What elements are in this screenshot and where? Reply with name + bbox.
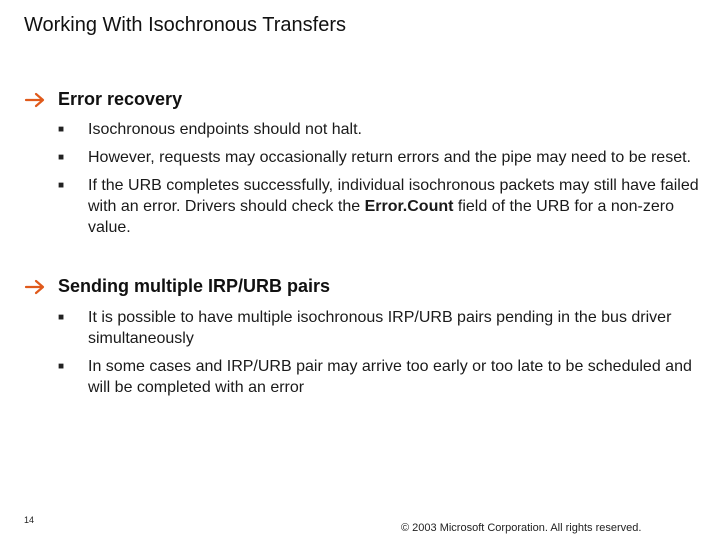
section-error-recovery: [24, 89, 704, 238]
arrow-right-icon: [24, 90, 48, 110]
section-heading-text: Error recovery: [58, 89, 183, 109]
section-heading: [24, 276, 704, 297]
list-item: [24, 147, 704, 168]
bullet-text: In some cases and IRP/URB pair may arrive too early or too late to be scheduled and will be completed with an error: [88, 358, 692, 396]
bullet-text: Isochronous endpoints should not halt.: [88, 121, 362, 138]
arrow-right-icon: [24, 277, 48, 297]
slide-title: Working With Isochronous Transfers: [24, 14, 346, 36]
list-item: [24, 119, 704, 140]
square-bullet-icon: ■: [58, 152, 65, 163]
list-item: [24, 307, 704, 349]
square-bullet-icon: ■: [58, 312, 65, 323]
error-count-field: Error.Count: [364, 198, 454, 215]
section-heading: [24, 89, 704, 110]
square-bullet-icon: ■: [58, 180, 65, 191]
square-bullet-icon: ■: [58, 361, 65, 372]
bullet-text-before: If the URB completes successfully, individual isochronous packets may still have failed with an error. Drivers should check the: [88, 177, 699, 215]
section-heading-text: Sending multiple IRP/URB pairs: [58, 276, 331, 296]
list-item: [24, 356, 704, 398]
bullet-list: [24, 119, 704, 238]
bullet-text: It is possible to have multiple isochronous IRP/URB pairs pending in the bus driver simultaneously: [88, 309, 672, 347]
slide-number: 14: [24, 515, 35, 525]
bullet-text-after: field of the URB for a non-zero value.: [88, 198, 675, 236]
section-multiple-irp-urb: [24, 276, 704, 398]
list-item: [24, 175, 704, 238]
bullet-list: [24, 307, 704, 398]
copyright-notice: © 2003 Microsoft Corporation. All rights reserved.: [401, 522, 642, 534]
square-bullet-icon: ■: [58, 124, 65, 135]
bullet-text: However, requests may occasionally return errors and the pipe may need to be reset.: [88, 149, 691, 166]
